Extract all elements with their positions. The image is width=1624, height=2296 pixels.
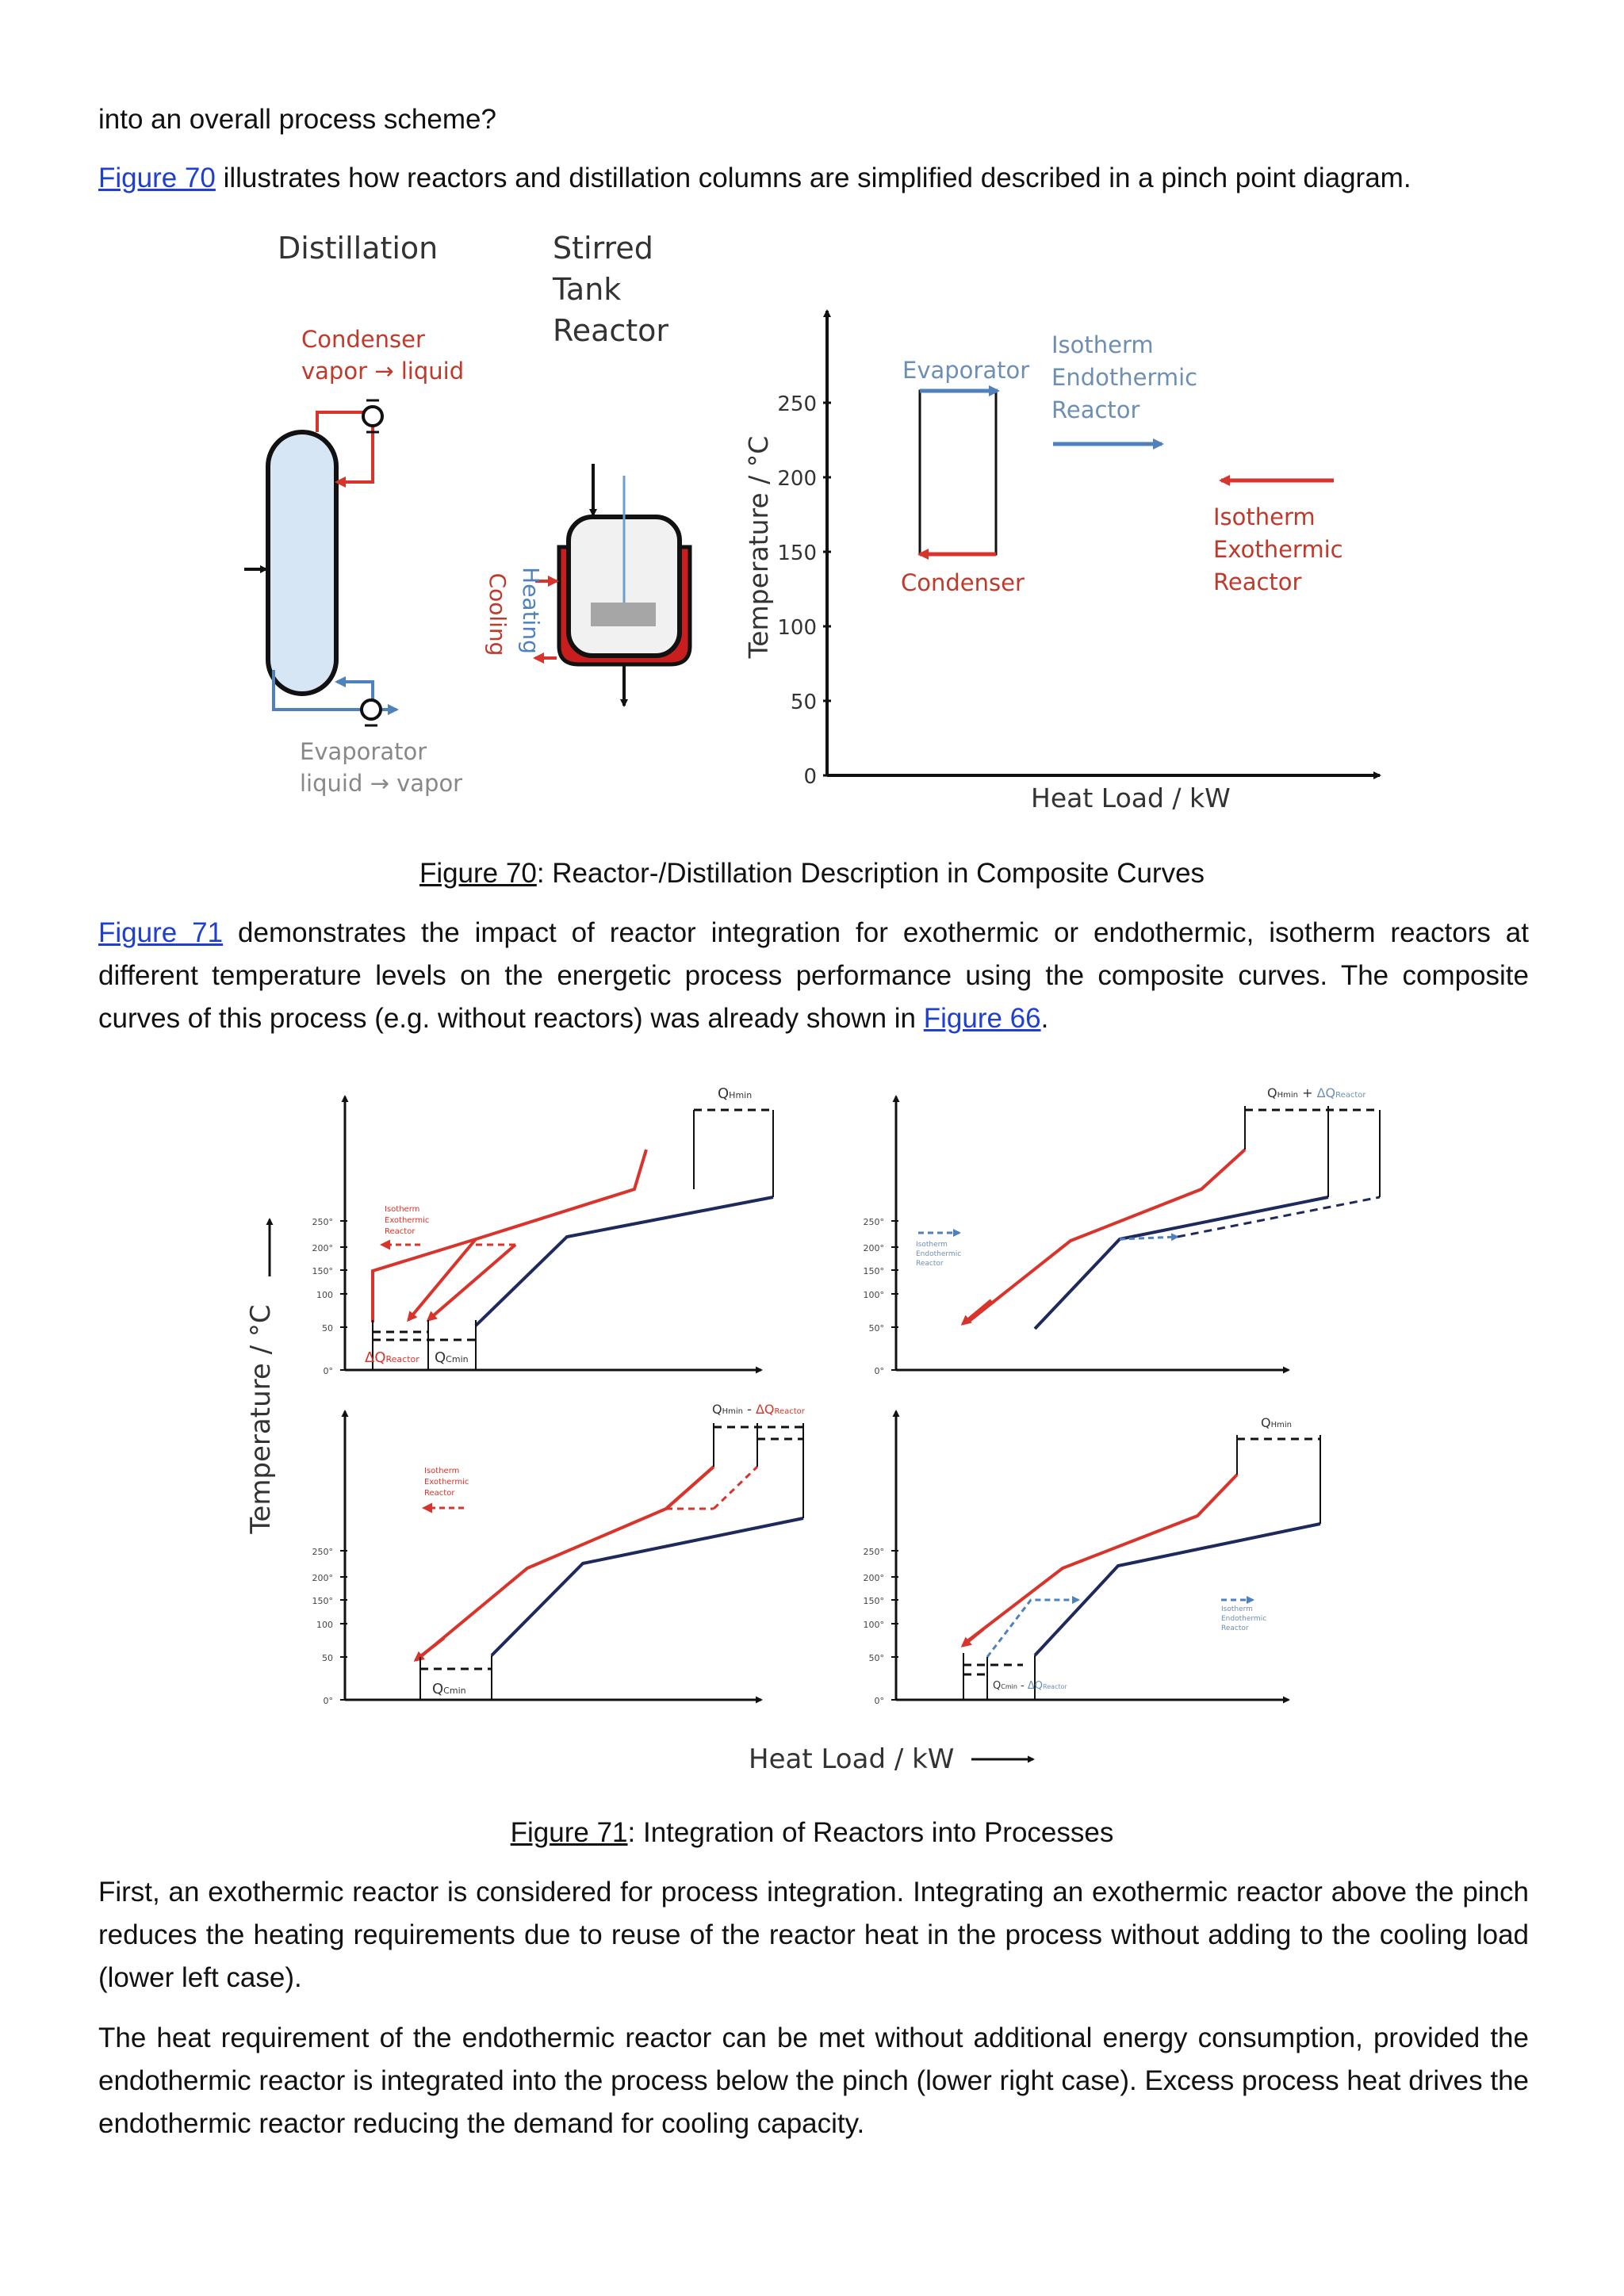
panel-y-tick-label: 200°	[312, 1243, 333, 1253]
figure71-caption	[0, 1816, 1624, 1850]
figure70-caption-text: : Reactor-/Distillation Description in Composite Curves	[536, 858, 1205, 889]
distillation-title: Distillation	[278, 231, 439, 266]
q-cmin-minus-delta-label: QCmin - ΔQReactor	[993, 1680, 1067, 1692]
svg-text:Isotherm: Isotherm	[385, 1205, 420, 1214]
figure70-y-tick-label: 50	[790, 691, 817, 714]
figure66-link[interactable]: Figure 66	[923, 1003, 1041, 1034]
panel-endo-below-pinch	[864, 1411, 1321, 1706]
panel-y-tick-label: 250°	[312, 1217, 333, 1227]
panel-y-tick-label: 100°	[863, 1290, 884, 1300]
reactor-title-line3: Reactor	[553, 313, 669, 348]
q-cmin-label: QCmin	[435, 1349, 469, 1366]
endothermic-paragraph	[98, 2017, 1529, 2145]
panel-y-tick-label: 0°	[323, 1696, 333, 1706]
figure70-caption-ref: Figure 70	[419, 858, 537, 889]
panel-y-tick-label: 50	[322, 1653, 333, 1663]
figure71-y-axis-label: Temperature / °C	[245, 1304, 277, 1534]
panel-y-tick-label: 150°	[863, 1596, 884, 1606]
q-hmin-minus-delta-label: QHmin - ΔQReactor	[712, 1402, 805, 1417]
q-cmin-label-3: QCmin	[432, 1681, 466, 1697]
svg-text:Reactor: Reactor	[424, 1489, 455, 1498]
figure70-x-axis-label: Heat Load / kW	[1031, 783, 1231, 813]
heating-label: Heating	[518, 567, 544, 654]
figure70-condenser-label: Condenser	[901, 569, 1025, 596]
svg-text:Isotherm: Isotherm	[916, 1241, 948, 1249]
figure71-x-axis-label: Heat Load / kW	[749, 1743, 955, 1775]
figure70-y-tick-label: 200	[777, 467, 817, 491]
panel-y-tick-label: 200°	[863, 1243, 884, 1253]
svg-text:Reactor: Reactor	[1221, 1624, 1249, 1632]
panel-y-tick-label: 250°	[312, 1547, 333, 1557]
figure71-caption-text: : Integration of Reactors into Processes	[627, 1817, 1114, 1848]
panel-y-tick-label: 100	[316, 1620, 333, 1630]
evaporator-phase-label: liquid → vapor	[300, 770, 463, 797]
q-hmin-label-4: QHmin	[1261, 1415, 1292, 1430]
svg-text:Isotherm: Isotherm	[1221, 1605, 1253, 1613]
panel-y-tick-label: 50°	[868, 1323, 884, 1334]
cooling-label: Cooling	[485, 572, 511, 656]
reactor-title-line2: Tank	[553, 272, 622, 307]
svg-text:Reactor: Reactor	[916, 1260, 944, 1268]
svg-text:Endothermic: Endothermic	[1221, 1615, 1267, 1623]
q-hmin-plus-delta-label: QHmin + ΔQReactor	[1267, 1085, 1366, 1100]
figure70-y-tick-label: 100	[777, 616, 817, 640]
panel-y-tick-label: 50	[322, 1323, 333, 1334]
delta-q-label: ΔQReactor	[365, 1349, 419, 1366]
endothermic-text: The heat requirement of the endothermic reactor can be met without additional energy consumption, provided the endothermic reactor is integrated into the process below the pinch (lower right case). Excess process heat drives the endothermic reactor reducing the demand for cooling capacity.	[98, 2022, 1529, 2139]
panel-y-tick-label: 0°	[323, 1366, 333, 1376]
panel-y-tick-label: 250°	[863, 1547, 884, 1557]
panel-y-tick-label: 150°	[863, 1266, 884, 1276]
svg-text:Exothermic: Exothermic	[424, 1478, 469, 1487]
panel-y-tick-label: 200°	[863, 1573, 884, 1583]
panel-y-tick-label: 250°	[863, 1217, 884, 1227]
hot-composite-curve-2	[967, 1150, 1245, 1322]
panel-y-tick-label: 150°	[312, 1596, 333, 1606]
panel-y-tick-label: 200°	[312, 1573, 333, 1583]
svg-text:Reactor: Reactor	[385, 1227, 416, 1236]
figure70-evaporator-label: Evaporator	[902, 357, 1030, 384]
evaporator-label: Evaporator	[300, 738, 427, 765]
hot-composite-curve	[373, 1150, 646, 1322]
exo-reactor-label-3: Reactor	[1213, 568, 1302, 595]
exothermic-text: First, an exothermic reactor is considered for process integration. Integrating an exothermic reactor above the pinch reduces the heating requirements due to reuse of the reactor heat in the process without adding to the cooling load (lower left case).	[98, 1877, 1529, 1993]
panel-y-tick-label: 100°	[863, 1620, 884, 1630]
figure70-y-tick-label: 150	[777, 541, 817, 565]
hot-composite-curve-4	[967, 1475, 1237, 1641]
endo-reactor-label-1: Isotherm	[1051, 331, 1154, 358]
panel-y-tick-label: 50°	[868, 1653, 884, 1663]
panel-y-tick-label: 150°	[312, 1266, 333, 1276]
panel-y-tick-label: 100	[316, 1290, 333, 1300]
figure70-y-axis-label: Temperature / °C	[743, 435, 774, 659]
cold-composite-curve-4	[1035, 1524, 1320, 1655]
figure71-intro-end: .	[1040, 1003, 1049, 1034]
exo-reactor-label-1: Isotherm	[1213, 503, 1316, 530]
exo-reactor-label-2: Exothermic	[1213, 536, 1343, 563]
figure71-intro-text: demonstrates the impact of reactor integration for exothermic or endothermic, isotherm reactors at different temperature levels on the energetic process performance using the composite curves. The composite curves of this process (e.g. without reactors) was already shown in	[98, 917, 1529, 1034]
figure71-link[interactable]: Figure 71	[98, 917, 224, 948]
endo-reactor-label-3: Reactor	[1051, 396, 1140, 423]
figure70-y-tick-label: 0	[803, 765, 817, 789]
panel-base-left	[312, 1085, 774, 1376]
cold-composite-curve	[476, 1197, 773, 1326]
svg-text:Exothermic: Exothermic	[385, 1216, 430, 1225]
figure70-y-tick-label: 250	[777, 392, 817, 416]
svg-text:Isotherm: Isotherm	[424, 1467, 460, 1475]
hot-curve-dashed-3	[714, 1467, 757, 1509]
intro-text: into an overall process scheme?	[98, 104, 496, 135]
hot-composite-curve-3	[420, 1467, 714, 1657]
condenser-phase-label: vapor → liquid	[301, 358, 465, 385]
condenser-label: Condenser	[301, 326, 425, 353]
figure71-caption-ref: Figure 71	[510, 1817, 628, 1848]
panel-y-tick-label: 0°	[874, 1366, 884, 1376]
panel-endo-above-pinch	[864, 1085, 1381, 1376]
exothermic-paragraph	[98, 1871, 1529, 1999]
figure70-intro-text: illustrates how reactors and distillation columns are simplified described in a pinch point diagram.	[215, 163, 1411, 193]
q-hmin-label: QHmin	[718, 1085, 753, 1102]
svg-text:Endothermic: Endothermic	[916, 1250, 962, 1258]
figure70-link[interactable]: Figure 70	[98, 163, 216, 193]
endo-reactor-label-2: Endothermic	[1051, 364, 1198, 391]
panel-exo-above-pinch	[312, 1402, 806, 1706]
reactor-title-line1: Stirred	[553, 231, 653, 266]
panel-y-tick-label: 0°	[874, 1696, 884, 1706]
cold-composite-curve-3	[492, 1518, 803, 1655]
endo-curve-dashed-4	[987, 1600, 1078, 1657]
